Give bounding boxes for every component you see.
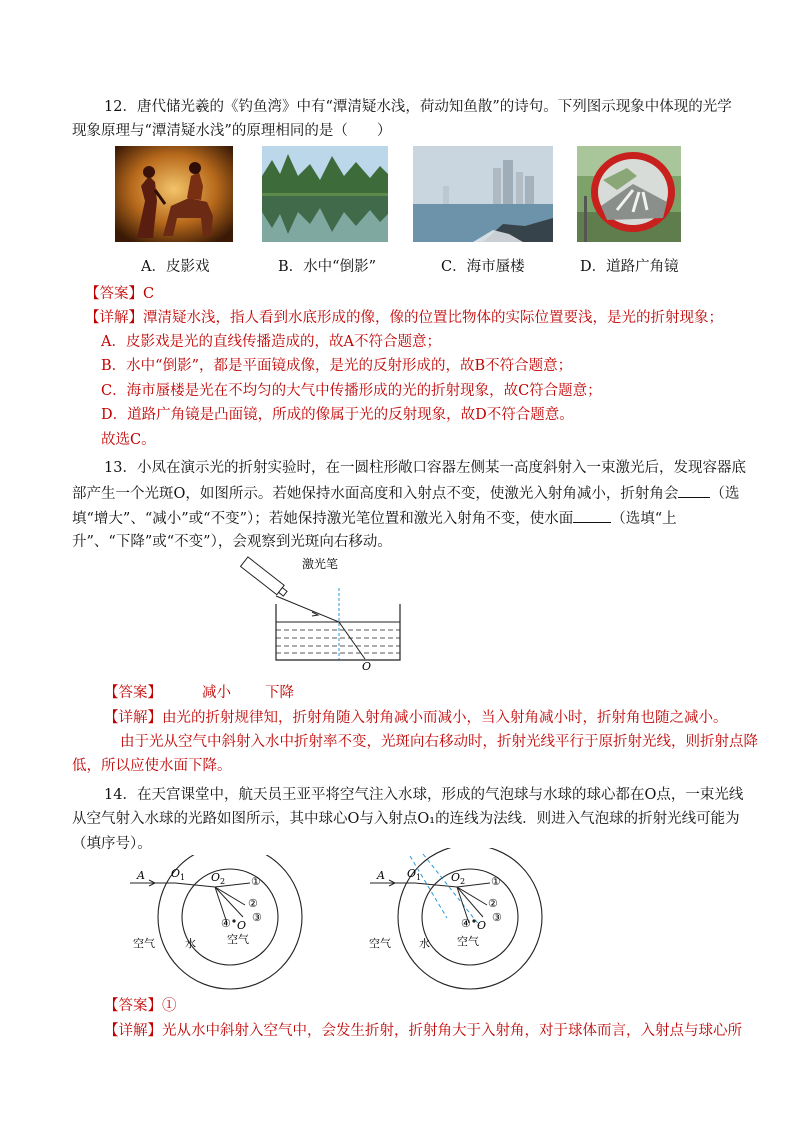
detail-text: 光从水中斜射入空气中，会发生折射，折射角大于入射角，对于球体而言，入射点与球心所	[162, 1023, 742, 1039]
q13-detail-line3: 低，所以应使水面下降。	[72, 758, 232, 774]
option-d-label: 道路广角镜	[606, 259, 679, 275]
answer-tag: 【答案】	[85, 286, 143, 302]
water-ball-diagram-right	[365, 848, 575, 990]
detail-text: 潭清疑水浅，指人看到水底形成的像，像的位置比物体的实际位置要浅，是光的折射现象；	[143, 310, 723, 326]
q12-stem-line2: 现象原理与“潭清疑水浅”的原理相同的是（ ）	[72, 123, 392, 139]
detail-tag: 【详解】	[104, 1023, 162, 1039]
q12-detail-line1	[85, 308, 723, 328]
answer-value-1: 减小	[202, 685, 231, 701]
laser-pen-icon	[241, 557, 289, 598]
label-air-outside: 空气	[133, 937, 155, 950]
shadow-play-image	[115, 146, 233, 242]
q14-stem-line1: 14．在天宫课堂中，航天员王亚平将空气注入水球，形成的气泡球与水球的球心都在O点，一束光线	[104, 787, 744, 803]
q13-stem-line3	[72, 508, 677, 529]
option-c	[441, 255, 525, 276]
label-o2: O	[211, 871, 221, 884]
detail-tag: 【详解】	[85, 310, 143, 326]
label-ray-2: ②	[248, 897, 258, 910]
option-b	[278, 255, 376, 276]
option-c-label: 海市蜃楼	[466, 259, 525, 275]
answer-tag: 【答案】	[104, 685, 162, 701]
q12-detail-line6: 故选C。	[101, 432, 156, 448]
label-o2: O	[451, 871, 461, 884]
laser-pen-label: 激光笔	[302, 557, 339, 571]
q13-blank-2	[573, 508, 611, 523]
label-water: 水	[185, 937, 196, 950]
refraction-diagram	[230, 552, 410, 672]
light-ray	[276, 596, 365, 659]
q13-stem-line2	[72, 483, 739, 504]
q13-blank-1	[678, 483, 710, 498]
q13-stem-line1: 13．小凤在演示光的折射实验时，在一圆柱形敞口容器左侧某一高度斜射入一束激光后，发现容器底	[104, 460, 746, 476]
container	[276, 604, 400, 660]
option-a	[141, 255, 209, 276]
spot-o-label: O	[362, 660, 372, 672]
label-ray-4: ④	[461, 917, 471, 930]
q12-detail-line3: B．水中“倒影”，都是平面镜成像，是光的反射形成的，故B不符合题意；	[101, 358, 573, 374]
answer-value-2: 下降	[265, 685, 294, 701]
label-o1: O	[407, 867, 417, 880]
label-water: 水	[419, 937, 430, 950]
detail-tag: 【详解】	[104, 710, 162, 726]
answer-value: ①	[162, 998, 177, 1014]
label-center-o: O	[477, 919, 487, 932]
q12-detail-line5: D．道路广角镜是凸面镜，所成的像属于光的反射现象，故D不符合题意。	[101, 407, 574, 423]
q12-detail-line2: A．皮影戏是光的直线传播造成的，故A不符合题意；	[101, 334, 441, 350]
water-ball-diagram-left	[125, 855, 335, 990]
option-a-letter: A．	[141, 259, 166, 275]
label-ray-3: ③	[252, 911, 262, 924]
q13-stem-text: （选	[710, 486, 740, 502]
label-o1-sub: 1	[416, 873, 422, 882]
label-ray-2: ②	[488, 897, 498, 910]
label-o1: O	[171, 867, 181, 880]
label-ray-1: ①	[491, 875, 501, 888]
label-ray-3: ③	[492, 911, 502, 924]
label-o2-sub: 2	[460, 877, 466, 886]
label-o1-sub: 1	[180, 873, 186, 882]
label-ray-1: ①	[251, 875, 261, 888]
option-b-letter: B．	[278, 259, 304, 275]
q13-stem-line4: 升”、“下降”或“不变”），会观察到光斑向右移动。	[72, 534, 392, 550]
q13-detail-line2: 由于光从空气中斜射入水中折射率不变，光斑向右移动时，折射光线平行于原折射光线，则折射点降	[120, 734, 758, 750]
label-o2-sub: 2	[220, 877, 226, 886]
option-b-label: 水中“倒影”	[303, 259, 376, 275]
mirage-image	[413, 146, 553, 242]
option-d	[580, 255, 679, 276]
label-air-inside: 空气	[227, 933, 249, 946]
q14-stem-line2: 从空气射入水球的光路如图所示，其中球心O与入射点O₁的连线为法线．则进入气泡球的折射光线可能为	[72, 811, 740, 827]
label-a: A	[377, 869, 385, 882]
detail-text: 由光的折射规律知，折射角随入射角减小而减小，当入射角减小时，折射角也随之减小。	[162, 710, 728, 726]
option-d-letter: D．	[580, 259, 607, 275]
q12-detail-line4: C．海市蜃楼是光在不均匀的大气中传播形成的光的折射现象，故C符合题意；	[101, 383, 602, 399]
label-air-inside: 空气	[457, 935, 479, 948]
label-a: A	[137, 869, 145, 882]
q13-stem-text: 部产生一个光斑O，如图所示。若她保持水面高度和入射点不变，使激光入射角减小，折射角会	[72, 486, 679, 502]
label-center-o: O	[237, 919, 247, 932]
q13-detail-line1	[104, 708, 728, 728]
water-reflection-image	[262, 146, 388, 242]
answer-value: C	[143, 286, 155, 302]
q13-stem-text: （选填“上	[611, 511, 677, 527]
q14-stem-line3: （填序号）。	[72, 836, 152, 852]
q14-answer	[104, 996, 177, 1016]
label-ray-4: ④	[221, 917, 231, 930]
convex-mirror-image	[577, 146, 681, 242]
q13-answer	[104, 683, 294, 703]
q14-detail-line1	[104, 1021, 742, 1041]
q12-stem-line1: 12．唐代储光羲的《钓鱼湾》中有“潭清疑水浅，荷动知鱼散”的诗句。下列图示现象中体现的光学	[104, 99, 732, 115]
answer-tag: 【答案】	[104, 998, 162, 1014]
q12-answer	[85, 284, 154, 304]
option-a-label: 皮影戏	[165, 259, 210, 275]
label-air-outside: 空气	[369, 937, 391, 950]
option-c-letter: C．	[441, 259, 467, 275]
q13-stem-text: 填“增大”、“减小”或“不变”）；若她保持激光笔位置和激光入射角不变，使水面	[72, 511, 574, 527]
